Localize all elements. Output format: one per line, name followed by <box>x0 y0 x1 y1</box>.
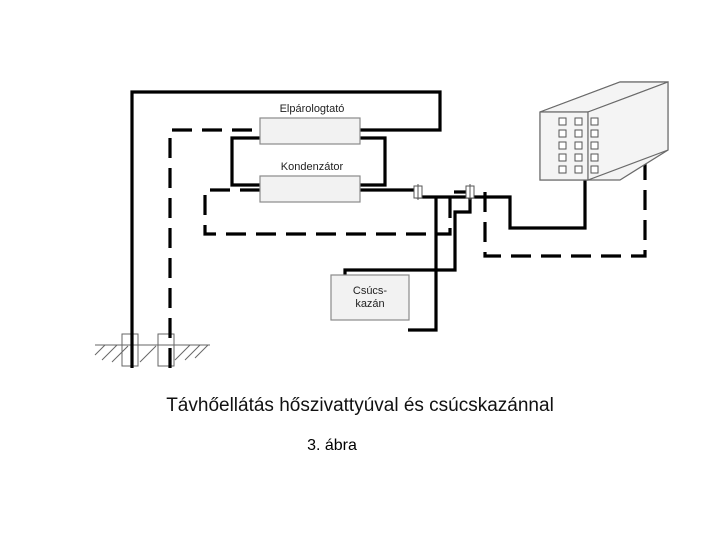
building-window <box>559 154 566 161</box>
building-window <box>591 154 598 161</box>
peak-boiler-label-line2: kazán <box>355 298 385 310</box>
building-window <box>559 166 566 173</box>
building-icon <box>540 82 668 180</box>
building-window <box>575 130 582 137</box>
evaporator-box <box>260 118 360 144</box>
condenser-label: Kondenzátor <box>280 161 344 173</box>
building-window <box>591 142 598 149</box>
building-window <box>575 154 582 161</box>
diagram-caption: Távhőellátás hőszivattyúval és csúcskazánnal <box>166 395 554 416</box>
well-return-pipe <box>170 130 260 368</box>
building-window <box>575 118 582 125</box>
ground-hatching <box>95 334 210 366</box>
figure-number: 3. ábra <box>307 437 357 454</box>
peak-boiler-label-line1: Csúcs- <box>352 285 388 297</box>
refrigerant-loop-right <box>360 138 385 185</box>
building-window <box>575 166 582 173</box>
heating-supply-pipe <box>360 175 585 228</box>
building-window <box>559 130 566 137</box>
peak-boiler-inlet-pipe <box>408 197 436 330</box>
condenser-box <box>260 176 360 202</box>
building-window <box>559 142 566 149</box>
valve-right <box>466 184 474 200</box>
valve-left <box>414 184 422 200</box>
building-window <box>591 166 598 173</box>
building-window <box>591 118 598 125</box>
evaporator-label: Elpárologtató <box>279 103 345 115</box>
building-window <box>575 142 582 149</box>
building-window <box>559 118 566 125</box>
refrigerant-loop-left <box>232 138 260 185</box>
building-window <box>591 130 598 137</box>
